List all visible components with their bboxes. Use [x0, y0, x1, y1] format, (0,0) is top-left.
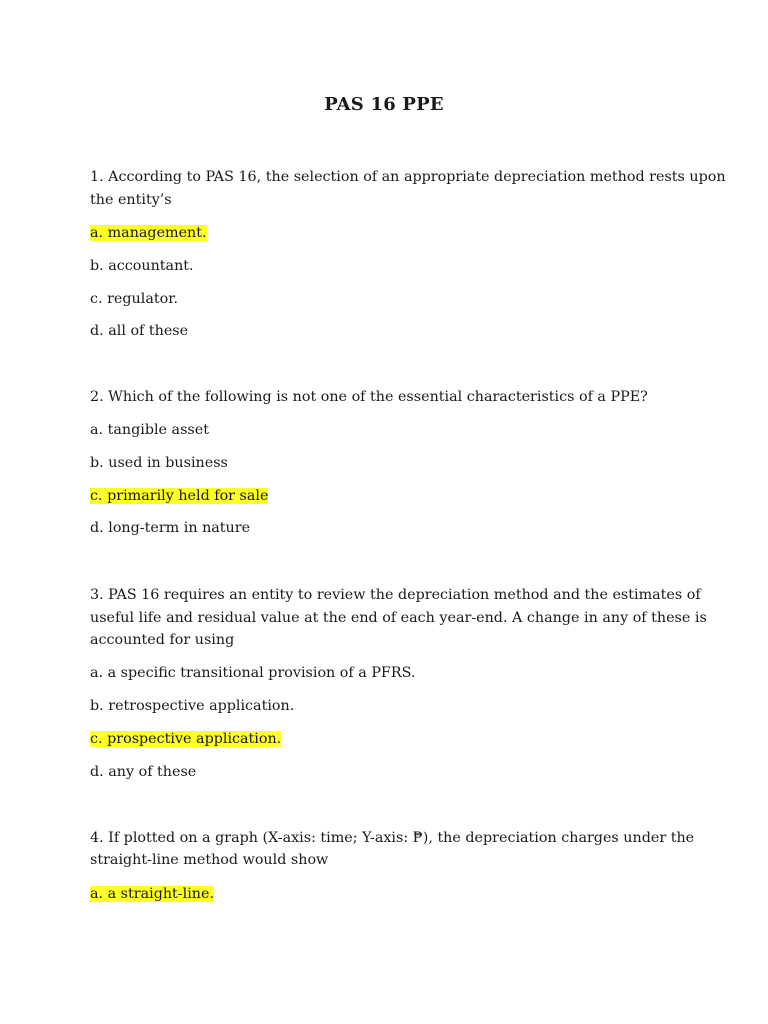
- question-4-stem-line-2: straight-line method would show: [90, 852, 329, 868]
- highlighted-answer: c. primarily held for sale: [90, 488, 269, 504]
- question-2-option-c: [90, 485, 268, 508]
- question-3-stem-line-3: accounted for using: [90, 632, 235, 648]
- question-1-option-b: b. accountant.: [90, 258, 194, 274]
- question-2-stem-line-1: 2. Which of the following is not one of the essential characteristics of a PPE?: [90, 389, 648, 405]
- question-1-stem-line-1: 1. According to PAS 16, the selection of an appropriate depreciation method rests upon: [90, 169, 726, 185]
- question-3-stem-line-1: 3. PAS 16 requires an entity to review the depreciation method and the estimates of: [90, 587, 701, 603]
- question-1-stem-line-2: the entity’s: [90, 192, 172, 208]
- question-3-option-d: d. any of these: [90, 764, 197, 780]
- question-3-option-b: b. retrospective application.: [90, 698, 295, 714]
- question-1-option-a: [90, 222, 207, 245]
- question-1-option-c: c. regulator.: [90, 291, 179, 307]
- question-2-option-b: b. used in business: [90, 455, 228, 471]
- question-3-option-a: a. a specific transitional provision of a PFRS.: [90, 665, 416, 681]
- question-4-stem-line-1: 4. If plotted on a graph (X-axis: time; Y-axis: ₱), the depreciation charges under the: [90, 830, 695, 846]
- highlighted-answer: a. a straight-line.: [90, 886, 214, 902]
- question-2-option-a: a. tangible asset: [90, 422, 209, 438]
- question-1-option-d: d. all of these: [90, 323, 189, 339]
- question-2-option-d: d. long-term in nature: [90, 520, 251, 536]
- highlighted-answer: c. prospective application.: [90, 731, 282, 747]
- highlighted-answer: a. management.: [90, 225, 207, 241]
- question-4-option-a: [90, 883, 214, 906]
- document-title: PAS 16 PPE: [324, 94, 444, 115]
- question-3-option-c: [90, 728, 281, 751]
- question-3-stem-line-2: useful life and residual value at the end of each year-end. A change in any of these is: [90, 610, 707, 626]
